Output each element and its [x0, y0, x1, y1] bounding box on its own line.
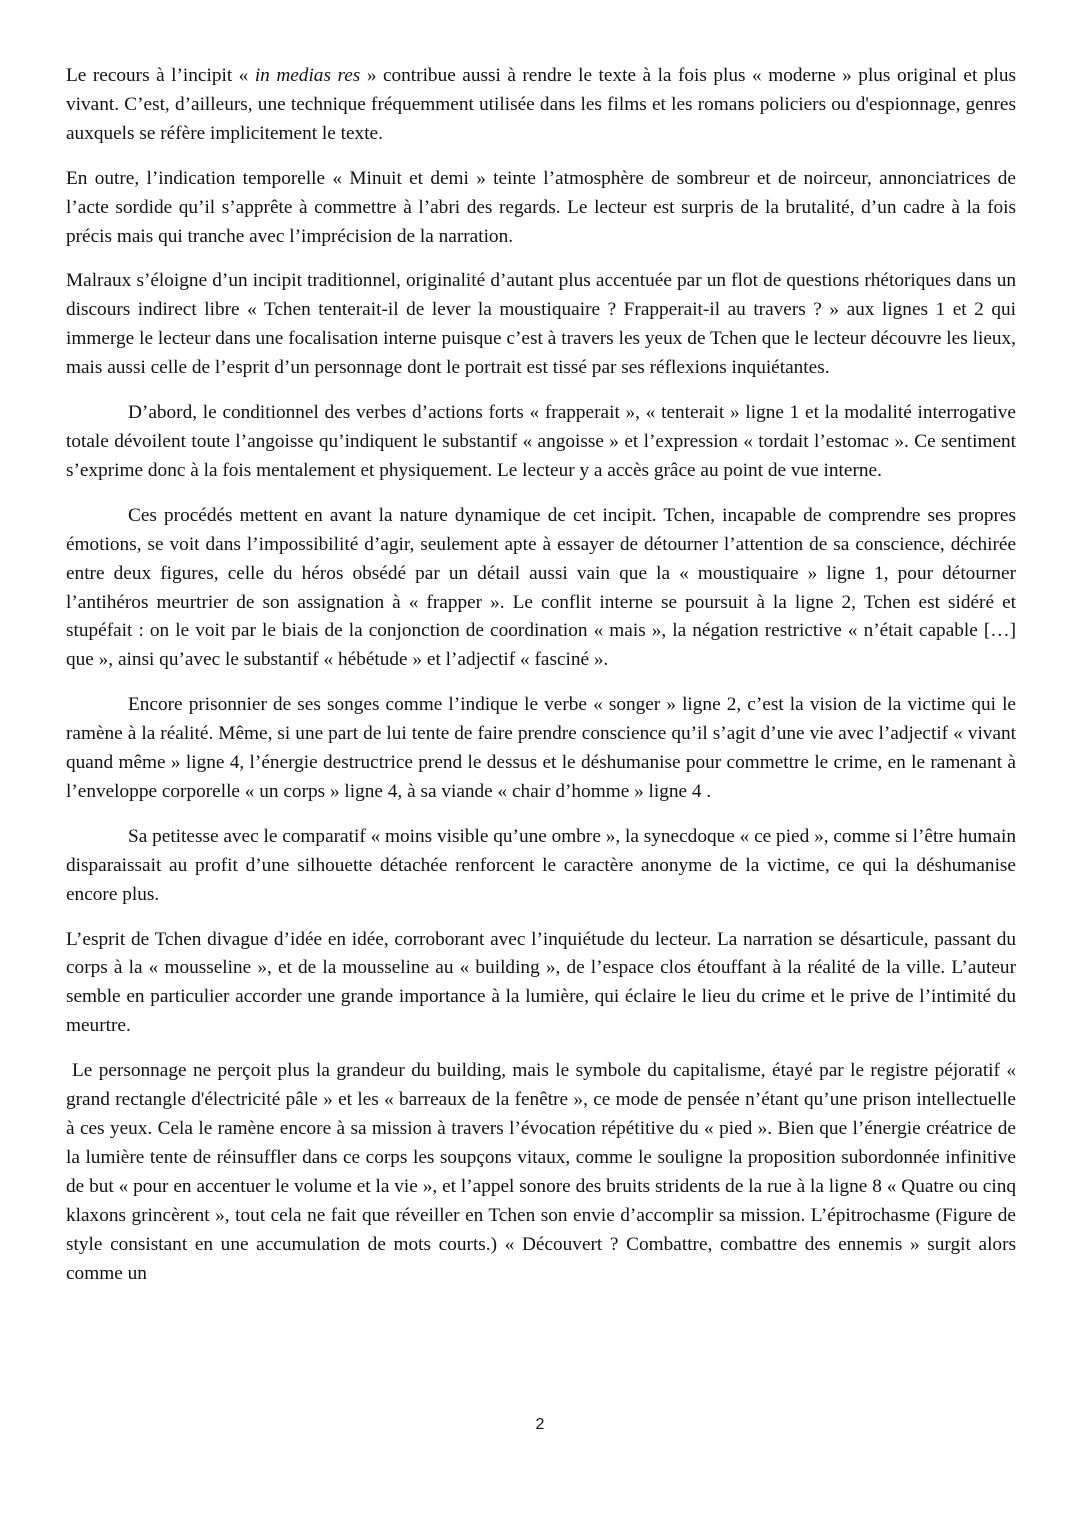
paragraph-dehumanisation: Sa petitesse avec le comparatif « moins visible qu’une ombre », la synecdoque « ce pied », comme si l’être humain disparaissait au profit d’une silhouette détachée renforcent le caractère anonyme de la victime, ce qui la déshumanise encore plus.: [66, 825, 1016, 905]
paragraph-text: » contribue aussi à rendre le texte à la fois plus « moderne » plus original et plus vivant. C’est, d’ailleurs, une technique fréquemment utilisée dans les films et les romans policiers ou d'espionnage, genres auxquels se réfère implicitement le texte.: [66, 65, 1016, 144]
paragraph-text: Le recours à l’incipit «: [66, 65, 255, 86]
paragraph-temporal-indication: En outre, l’indication temporelle « Minuit et demi » teinte l’atmosphère de sombreur et de noirceur, annonciatrices de l’acte sordide qu’il s’apprête à commettre à l’abri des regards. Le lecteur est surpris de la brutalité, d’un cadre à la fois précis mais qui tranche avec l’imprécision de la narration.: [66, 167, 1016, 247]
paragraph-dynamic-incipit: Ces procédés mettent en avant la nature dynamique de cet incipit. Tchen, incapable de comprendre ses propres émotions, se voit dans l’impossibilité d’agir, seulement apte à essayer de détourner l’attention de sa conscience, déchirée entre deux figures, celle du héros obsédé par un détail aussi vain que la « moustiquaire » ligne 1, pour détourner l’antihéros meurtrier de son assignation à « frapper ». Le conflit interne se poursuit à la ligne 2, Tchen est sidéré et stupéfait : on le voit par le biais de la conjonction de coordination « mais », la négation restrictive « n’était capable […] que », ainsi qu’avec le substantif « hébétude » et l’adjectif « fasciné ».: [66, 504, 1016, 671]
paragraph-rhetorical-questions: Malraux s’éloigne d’un incipit traditionnel, originalité d’autant plus accentuée par un flot de questions rhétoriques dans un discours indirect libre « Tchen tenterait-il de lever la moustiquaire ? Frapperait-il au travers ? » aux lignes 1 et 2 qui immerge le lecteur dans une focalisation interne puisque c’est à travers les yeux de Tchen que le lecteur découvre les lieux, mais aussi celle de l’esprit d’un personnage dont le portrait est tissé par ses réflexions inquiétantes.: [66, 270, 1016, 379]
paragraph-conditional-verbs: D’abord, le conditionnel des verbes d’actions forts « frapperait », « tenterait » ligne 1 et la modalité interrogative totale dévoilent toute l’angoisse qu’indiquent le substantif « angoisse » et l’expression « tordait l’estomac ». Ce sentiment s’exprime donc à la fois mentalement et physiquement. Le lecteur y a accès grâce au point de vue interne.: [66, 402, 1016, 481]
paragraph-narration-disarticulated: L’esprit de Tchen divague d’idée en idée, corroborant avec l’inquiétude du lecteur. La narration se désarticule, passant du corps à la « mousseline », et de la mousseline au « building », de l’espace clos étouffant à la réalité de la ville. L’auteur semble en particulier accorder une grande importance à la lumière, qui éclaire le lieu du crime et le prive de l’intimité du meurtre.: [66, 928, 1016, 1037]
paragraph-incipit-in-medias-res: [66, 62, 1016, 149]
italic-phrase: in medias res: [254, 65, 361, 86]
page-number: 2: [535, 1416, 545, 1433]
paragraph-victim-vision: Encore prisonnier de ses songes comme l’indique le verbe « songer » ligne 2, c’est la vision de la victime qui le ramène à la réalité. Même, si une part de lui tente de faire prendre conscience qu’il s’agit d’une vie avec l’adjectif « vivant quand même » ligne 4, l’énergie destructrice prend le dessus et le déshumanise pour commettre le crime, en le ramenant à l’enveloppe corporelle « un corps » ligne 4, à sa viande « chair d’homme » ligne 4 .: [66, 694, 1016, 802]
paragraph-capitalism-symbol: Le personnage ne perçoit plus la grandeur du building, mais le symbole du capitalisme, étayé par le registre péjoratif « grand rectangle d'électricité pâle » et les « barreaux de la fenêtre », ce mode de pensée n’étant qu’une prison intellectuelle à ces yeux. Cela le ramène encore à sa mission à travers l’évocation répétitive du « pied ». Bien que l’énergie créatrice de la lumière tente de réinsuffler dans ce corps les soupçons vitaux, comme le souligne la proposition subordonnée infinitive de but « pour en accentuer le volume et la vie », et l’appel sonore des bruits stridents de la rue à la ligne 8 « Quatre ou cinq klaxons grincèrent », tout cela ne fait que réveiller en Tchen son envie d’accomplir sa mission. L’épitrochasme (Figure de style consistant en une accumulation de mots courts.) « Découvert ? Combattre, combattre des ennemis » surgit alors comme un: [66, 1060, 1016, 1284]
document-body: [66, 62, 1016, 1288]
